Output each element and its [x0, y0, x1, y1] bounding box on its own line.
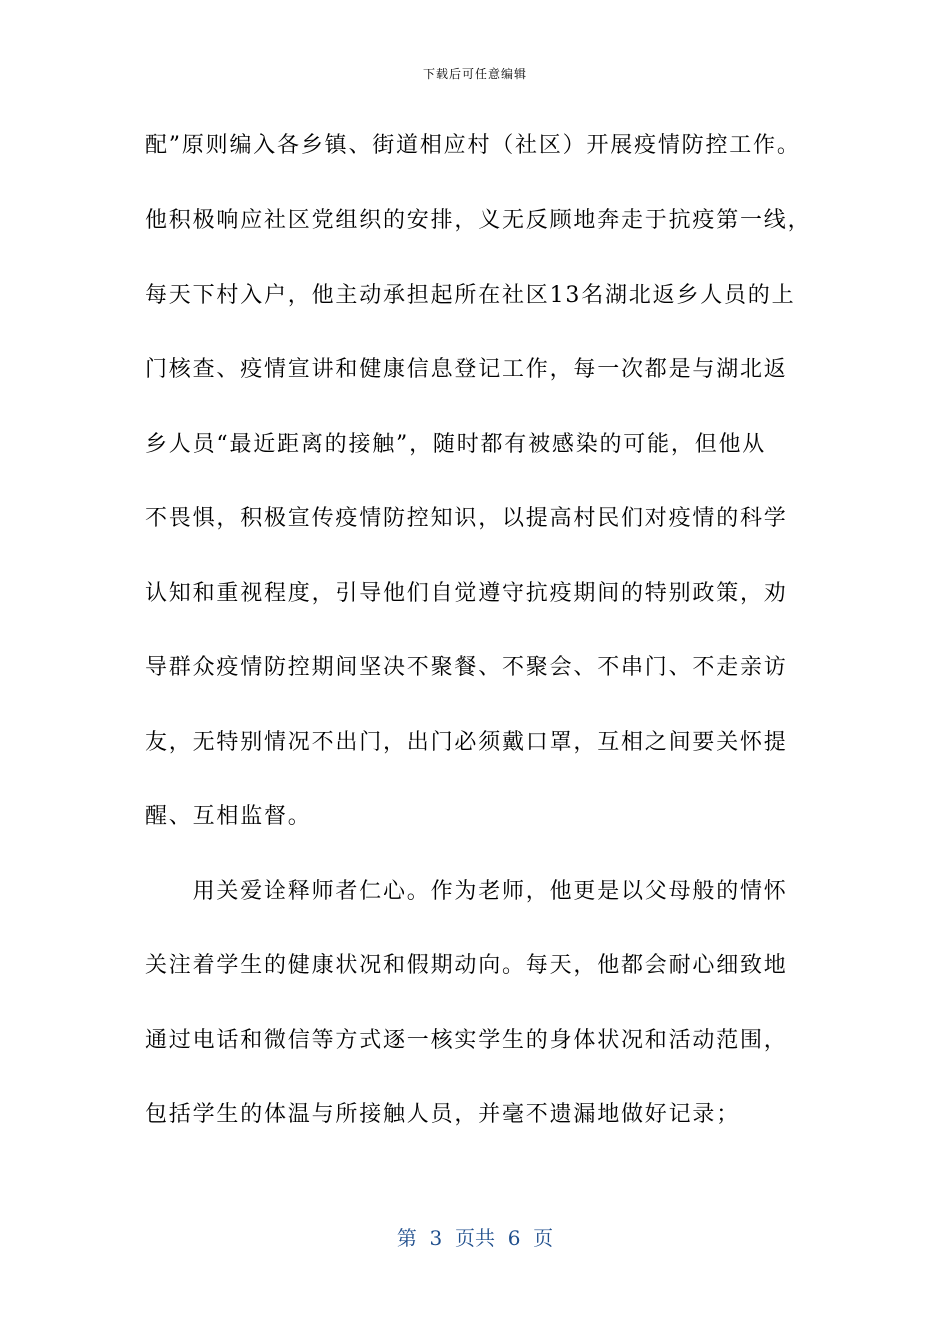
page-number-footer: 第 3 页共 6 页: [396, 1226, 554, 1250]
text-line: 不畏惧，积极宣传疫情防控知识，以提高村民们对疫情的科学: [145, 506, 788, 531]
text-line: 导群众疫情防控期间坚决不聚餐、不聚会、不串门、不走亲访: [145, 655, 788, 680]
text-line: 他积极响应社区党组织的安排，义无反顾地奔走于抗疫第一线，: [145, 208, 812, 233]
text-line: 友，无特别情况不出门，出门必须戴口罩，互相之间要关怀提: [145, 730, 788, 755]
text-line: 包括学生的体温与所接触人员，并毫不遗漏地做好记录；: [145, 1102, 741, 1127]
page-header: 下载后可任意编辑: [422, 67, 527, 81]
text-line: 醒、互相监督。: [145, 804, 312, 829]
text-line: 通过电话和微信等方式逐一核实学生的身体状况和活动范围，: [145, 1028, 788, 1053]
text-line: 认知和重视程度，引导他们自觉遵守抗疫期间的特别政策，劝: [145, 581, 788, 606]
text-line: 乡人员“最近距离的接触”，随时都有被感染的可能，但他从: [145, 432, 767, 457]
text-line: 关注着学生的健康状况和假期动向。每天，他都会耐心细致地: [145, 953, 788, 978]
text-line: 门核查、疫情宣讲和健康信息登记工作，每一次都是与湖北返: [145, 357, 788, 382]
text-line: 配”原则编入各乡镇、街道相应村（社区）开展疫情防控工作。: [145, 133, 801, 158]
text-line: 每天下村入户，他主动承担起所在社区13名湖北返乡人员的上: [145, 283, 796, 308]
text-line: 用关爱诠释师者仁心。作为老师，他更是以父母般的情怀: [145, 879, 788, 904]
